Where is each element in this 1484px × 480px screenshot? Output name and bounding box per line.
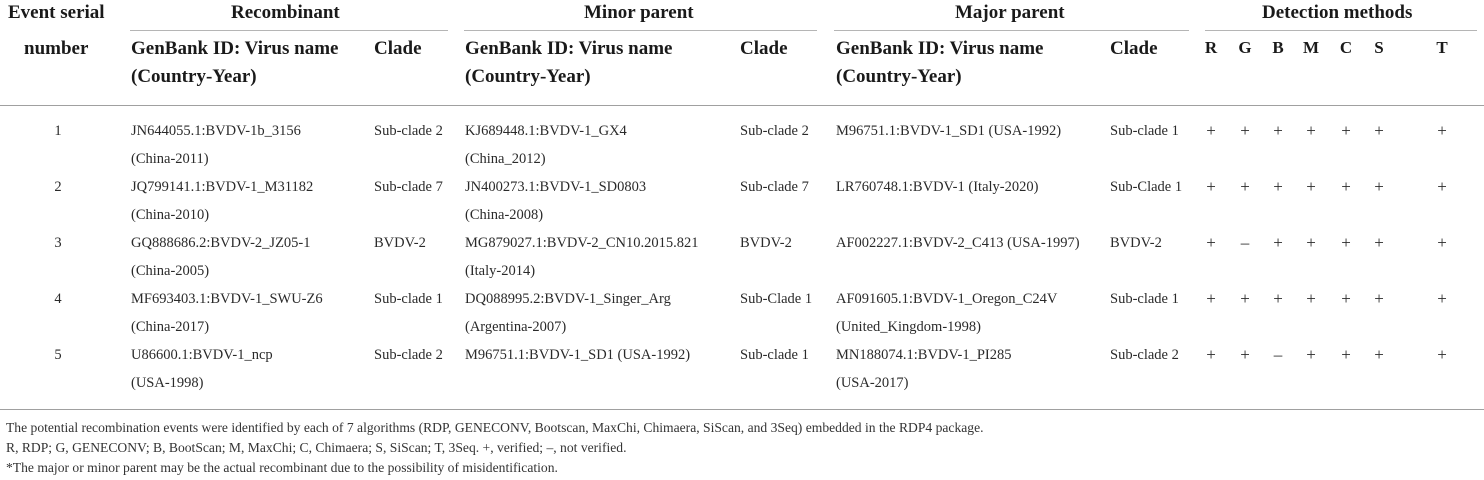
row-2-minor-parent-country-year: (China-2008) [465,207,544,223]
row-4-recombinant-country-year: (China-2017) [131,319,210,335]
row-2-recombinant-id: JQ799141.1:BVDV-1_M31182 [131,179,314,195]
row-4-major-parent-clade: Sub-clade 1 [1110,291,1179,307]
row-4-mark-t: + [1437,289,1447,308]
header-event-serial-line1: Event serial [8,2,105,23]
row-5-minor-parent-clade: Sub-clade 1 [740,347,809,363]
rec-genbank-header-line2: (Country-Year) [131,66,257,87]
row-1-mark-s: + [1374,121,1384,140]
row-4-recombinant-id: MF693403.1:BVDV-1_SWU-Z6 [131,291,323,307]
row-2-minor-parent-id: JN400273.1:BVDV-1_SD0803 [465,179,647,195]
row-2-major-parent-id: LR760748.1:BVDV-1 (Italy-2020) [836,179,1039,195]
row-3-mark-c: + [1341,233,1351,252]
table-bottom-rule [0,409,1484,410]
header-detection-methods: Detection methods [1262,2,1413,23]
header-major-parent: Major parent [955,2,1065,23]
row-5-mark-m: + [1306,345,1316,364]
row-2-mark-m: + [1306,177,1316,196]
header-event-serial-line2: number [24,38,89,59]
row-5-mark-c: + [1341,345,1351,364]
row-2-major-parent-clade: Sub-Clade 1 [1110,179,1183,195]
row-3-recombinant-id: GQ888686.2:BVDV-2_JZ05-1 [131,235,311,251]
row-2-mark-t: + [1437,177,1447,196]
maj-genbank-header-line2: (Country-Year) [836,66,962,87]
row-1-major-parent-id: M96751.1:BVDV-1_SD1 (USA-1992) [836,123,1062,139]
row-5-mark-s: + [1374,345,1384,364]
row-5-major-parent-clade: Sub-clade 2 [1110,347,1179,363]
row-3-mark-t: + [1437,233,1447,252]
min-genbank-header-line2: (Country-Year) [465,66,591,87]
row-5-number: 5 [54,347,62,363]
row-4-mark-r: + [1206,289,1216,308]
row-3-mark-r: + [1206,233,1216,252]
row-1-mark-c: + [1341,121,1351,140]
row-2-recombinant-country-year: (China-2010) [131,207,210,223]
row-1-minor-parent-id: KJ689448.1:BVDV-1_GX4 [465,123,627,139]
row-2-mark-r: + [1206,177,1216,196]
row-3-major-parent-id: AF002227.1:BVDV-2_C413 (USA-1997) [836,235,1080,251]
row-4-mark-b: + [1273,289,1283,308]
row-1-major-parent-clade: Sub-clade 1 [1110,123,1179,139]
row-1-number: 1 [54,123,62,139]
footnote-algorithms: The potential recombination events were identified by each of 7 algorithms (RDP, GENECONV, Bootscan, MaxChi, Chimaera, SiScan, and 3Seq) embedded in the RDP4 package. [6,420,984,435]
row-4-minor-parent-id: DQ088995.2:BVDV-1_Singer_Arg [465,291,671,307]
row-1-minor-parent-country-year: (China_2012) [465,151,546,167]
row-4-mark-c: + [1341,289,1351,308]
method-header-b: B [1272,38,1284,57]
row-5-mark-g: + [1240,345,1250,364]
minor-parent-underline [464,30,817,31]
header-minor-parent: Minor parent [584,2,694,23]
row-1-mark-r: + [1206,121,1216,140]
header-recombinant: Recombinant [231,2,340,23]
row-3-recombinant-country-year: (China-2005) [131,263,210,279]
row-5-mark-r: + [1206,345,1216,364]
maj-genbank-header-line1: GenBank ID: Virus name [836,38,1044,59]
row-3-mark-b: + [1273,233,1283,252]
row-3-minor-parent-clade: BVDV-2 [740,235,792,251]
row-5-recombinant-id: U86600.1:BVDV-1_ncp [131,347,273,363]
min-clade-header: Clade [740,38,788,59]
row-3-recombinant-clade: BVDV-2 [374,235,426,251]
row-2-mark-c: + [1341,177,1351,196]
row-4-major-parent-country-year: (United_Kingdom-1998) [836,319,981,335]
header-bottom-rule [0,105,1484,106]
method-header-r: R [1204,38,1218,57]
footnote-abbreviations: R, RDP; G, GENECONV; B, BootScan; M, MaxChi; C, Chimaera; S, SiScan; T, 3Seq. +, verified; –, not verified. [6,440,627,455]
row-2-mark-b: + [1273,177,1283,196]
row-5-major-parent-id: MN188074.1:BVDV-1_PI285 [836,347,1012,363]
recombinant-underline [130,30,448,31]
row-1-minor-parent-clade: Sub-clade 2 [740,123,809,139]
row-4-number: 4 [54,291,62,307]
row-1-recombinant-clade: Sub-clade 2 [374,123,443,139]
row-5-mark-t: + [1437,345,1447,364]
row-4-minor-parent-clade: Sub-Clade 1 [740,291,813,307]
row-5-recombinant-country-year: (USA-1998) [131,375,204,391]
row-4-mark-s: + [1374,289,1384,308]
major-parent-underline [834,30,1189,31]
row-3-major-parent-clade: BVDV-2 [1110,235,1162,251]
row-4-minor-parent-country-year: (Argentina-2007) [465,319,567,335]
row-1-mark-b: + [1273,121,1283,140]
maj-clade-header: Clade [1110,38,1158,59]
row-4-mark-m: + [1306,289,1316,308]
row-2-mark-s: + [1374,177,1384,196]
row-2-number: 2 [54,179,62,195]
row-3-minor-parent-country-year: (Italy-2014) [465,263,536,279]
min-genbank-header-line1: GenBank ID: Virus name [465,38,673,59]
row-2-recombinant-clade: Sub-clade 7 [374,179,443,195]
footnote-misidentification: *The major or minor parent may be the actual recombinant due to the possibility of misidentification. [6,460,558,475]
row-3-mark-g: – [1240,233,1250,252]
method-header-g: G [1238,38,1252,57]
row-1-mark-g: + [1240,121,1250,140]
row-4-major-parent-id: AF091605.1:BVDV-1_Oregon_C24V [836,291,1058,307]
method-header-s: S [1374,38,1384,57]
row-1-mark-t: + [1437,121,1447,140]
row-3-mark-m: + [1306,233,1316,252]
row-5-minor-parent-id: M96751.1:BVDV-1_SD1 (USA-1992) [465,347,691,363]
rec-genbank-header-line1: GenBank ID: Virus name [131,38,339,59]
row-4-mark-g: + [1240,289,1250,308]
row-2-minor-parent-clade: Sub-clade 7 [740,179,809,195]
row-2-mark-g: + [1240,177,1250,196]
method-header-c: C [1339,38,1353,57]
row-4-recombinant-clade: Sub-clade 1 [374,291,443,307]
row-5-mark-b: – [1273,345,1283,364]
row-3-minor-parent-id: MG879027.1:BVDV-2_CN10.2015.821 [465,235,699,251]
detection-methods-underline [1205,30,1477,31]
row-5-recombinant-clade: Sub-clade 2 [374,347,443,363]
row-3-mark-s: + [1374,233,1384,252]
row-5-major-parent-country-year: (USA-2017) [836,375,909,391]
row-1-recombinant-country-year: (China-2011) [131,151,209,167]
row-3-number: 3 [54,235,62,251]
row-1-recombinant-id: JN644055.1:BVDV-1b_3156 [131,123,301,139]
method-header-m: M [1302,38,1320,57]
rec-clade-header: Clade [374,38,422,59]
method-header-t: T [1436,38,1448,57]
row-1-mark-m: + [1306,121,1316,140]
